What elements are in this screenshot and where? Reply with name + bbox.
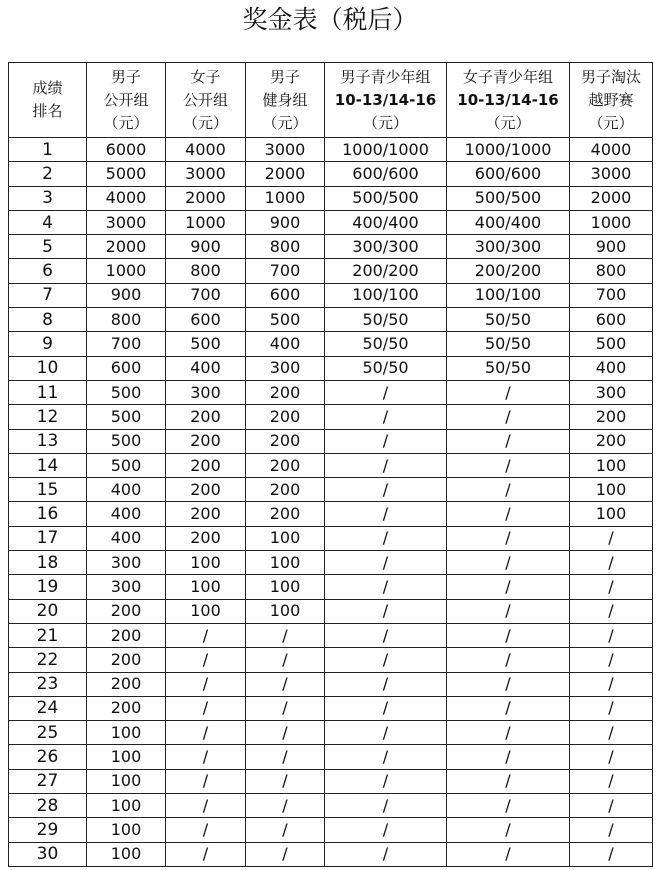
men-elimination-cell: 700 <box>570 283 653 307</box>
men-open-cell: 5000 <box>87 162 166 186</box>
girls-youth-cell: / <box>447 696 570 720</box>
header-line: （元） <box>588 113 634 132</box>
men-fitness-cell: 200 <box>246 453 325 477</box>
rank-cell: 17 <box>9 526 87 550</box>
men-elimination-cell: / <box>570 769 653 793</box>
table-row <box>9 235 653 259</box>
table-row <box>9 672 653 696</box>
men-elimination-cell: 300 <box>570 380 653 404</box>
men-open-cell: 400 <box>87 526 166 550</box>
men-fitness-cell: 500 <box>246 308 325 332</box>
women-open-cell: 600 <box>166 308 246 332</box>
women-open-cell: 200 <box>166 478 246 502</box>
men-open-cell: 900 <box>87 283 166 307</box>
boys-youth-cell: / <box>325 526 447 550</box>
men-fitness-cell: 100 <box>246 599 325 623</box>
men-elimination-cell: / <box>570 599 653 623</box>
men-elimination-cell: 200 <box>570 405 653 429</box>
table-row <box>9 453 653 477</box>
men-open-cell: 500 <box>87 429 166 453</box>
boys-youth-cell: / <box>325 405 447 429</box>
men-open-cell: 800 <box>87 308 166 332</box>
women-open-cell: 4000 <box>166 138 246 162</box>
women-open-cell: 300 <box>166 380 246 404</box>
prize-table <box>8 62 653 867</box>
table-row <box>9 526 653 550</box>
men-fitness-cell: / <box>246 648 325 672</box>
men-fitness-cell: 3000 <box>246 138 325 162</box>
women-open-cell: / <box>166 672 246 696</box>
table-row <box>9 721 653 745</box>
men-elimination-cell: / <box>570 575 653 599</box>
header-line: 女子青少年组 <box>462 67 553 86</box>
girls-youth-cell: 500/500 <box>447 186 570 210</box>
girls-youth-cell: 100/100 <box>447 283 570 307</box>
header-line: （元） <box>362 113 408 132</box>
men-open-cell: 700 <box>87 332 166 356</box>
men-open-cell: 400 <box>87 478 166 502</box>
men-fitness-cell: / <box>246 769 325 793</box>
girls-youth-cell: / <box>447 405 570 429</box>
men-elimination-cell: 100 <box>570 453 653 477</box>
table-row <box>9 138 653 162</box>
table-row <box>9 502 653 526</box>
men-open-cell: 6000 <box>87 138 166 162</box>
men-fitness-cell: 900 <box>246 210 325 234</box>
men-fitness-cell: / <box>246 696 325 720</box>
girls-youth-cell: 300/300 <box>447 235 570 259</box>
header-line: 男子 <box>269 67 300 86</box>
men-elimination-cell: 200 <box>570 429 653 453</box>
women-open-cell: / <box>166 842 246 866</box>
table-row <box>9 842 653 866</box>
men-fitness-cell: 200 <box>246 429 325 453</box>
men-open-cell: 2000 <box>87 235 166 259</box>
boys-youth-cell: / <box>325 696 447 720</box>
women-open-cell: 100 <box>166 551 246 575</box>
rank-cell: 6 <box>9 259 87 283</box>
men-elimination-cell: 600 <box>570 308 653 332</box>
men-elimination-cell: 500 <box>570 332 653 356</box>
boys-youth-cell: / <box>325 794 447 818</box>
rank-cell: 25 <box>9 721 87 745</box>
men-fitness-cell: 100 <box>246 551 325 575</box>
men-elimination-cell: / <box>570 648 653 672</box>
table-row <box>9 308 653 332</box>
men-fitness-cell: 600 <box>246 283 325 307</box>
rank-cell: 10 <box>9 356 87 380</box>
men-fitness-cell: / <box>246 818 325 842</box>
prize-table-body <box>9 138 653 867</box>
girls-youth-cell: / <box>447 453 570 477</box>
table-row <box>9 818 653 842</box>
document-title: 奖金表（税后） <box>242 5 418 34</box>
table-row <box>9 648 653 672</box>
men-open-cell: 100 <box>87 818 166 842</box>
boys-youth-cell: 300/300 <box>325 235 447 259</box>
boys-youth-cell: 600/600 <box>325 162 447 186</box>
men-elimination-cell: / <box>570 623 653 647</box>
table-row <box>9 745 653 769</box>
women-open-cell: 2000 <box>166 186 246 210</box>
rank-cell: 24 <box>9 696 87 720</box>
men-elimination-cell: 100 <box>570 478 653 502</box>
header-line: （元） <box>182 113 228 132</box>
men-fitness-cell: 200 <box>246 478 325 502</box>
women-open-cell: 900 <box>166 235 246 259</box>
men-elimination-cell: / <box>570 794 653 818</box>
rank-cell: 22 <box>9 648 87 672</box>
men-open-cell: 4000 <box>87 186 166 210</box>
men-open-cell: 200 <box>87 672 166 696</box>
men-open-cell: 100 <box>87 769 166 793</box>
header-line: 越野赛 <box>588 90 634 109</box>
table-row <box>9 380 653 404</box>
men-elimination-cell: 2000 <box>570 186 653 210</box>
men-elimination-cell: / <box>570 745 653 769</box>
header-line: （元） <box>103 113 149 132</box>
boys-youth-cell: 1000/1000 <box>325 138 447 162</box>
rank-cell: 16 <box>9 502 87 526</box>
men-fitness-cell: 100 <box>246 575 325 599</box>
girls-youth-cell: / <box>447 623 570 647</box>
men-elimination-cell: 900 <box>570 235 653 259</box>
men-elimination-cell: / <box>570 842 653 866</box>
table-row <box>9 623 653 647</box>
women-open-cell: 400 <box>166 356 246 380</box>
men-fitness-cell: 200 <box>246 405 325 429</box>
men-open-cell: 600 <box>87 356 166 380</box>
men-elimination-cell: / <box>570 526 653 550</box>
women-open-cell: 500 <box>166 332 246 356</box>
boys-youth-cell: / <box>325 842 447 866</box>
header-line: 男子青少年组 <box>340 67 431 86</box>
table-row <box>9 162 653 186</box>
men-fitness-cell: / <box>246 672 325 696</box>
boys-youth-cell: 50/50 <box>325 356 447 380</box>
women-open-cell: 200 <box>166 453 246 477</box>
boys-youth-cell: / <box>325 599 447 623</box>
women-open-cell: 200 <box>166 429 246 453</box>
rank-cell: 9 <box>9 332 87 356</box>
rank-cell: 26 <box>9 745 87 769</box>
table-row <box>9 769 653 793</box>
men-open-cell: 400 <box>87 502 166 526</box>
table-row <box>9 478 653 502</box>
men-open-cell: 500 <box>87 380 166 404</box>
boys-youth-cell: / <box>325 648 447 672</box>
girls-youth-cell: / <box>447 575 570 599</box>
girls-youth-cell: / <box>447 551 570 575</box>
men-elimination-cell: / <box>570 818 653 842</box>
header-line: 10-13/14-16 <box>457 90 559 109</box>
table-row <box>9 356 653 380</box>
boys-youth-cell: / <box>325 380 447 404</box>
header-women-open <box>166 63 246 138</box>
men-fitness-cell: 400 <box>246 332 325 356</box>
men-fitness-cell: / <box>246 794 325 818</box>
men-fitness-cell: / <box>246 745 325 769</box>
boys-youth-cell: 50/50 <box>325 332 447 356</box>
girls-youth-cell: / <box>447 818 570 842</box>
women-open-cell: 200 <box>166 526 246 550</box>
header-line: （元） <box>485 113 531 132</box>
men-open-cell: 200 <box>87 599 166 623</box>
rank-cell: 21 <box>9 623 87 647</box>
women-open-cell: 1000 <box>166 210 246 234</box>
rank-cell: 30 <box>9 842 87 866</box>
header-rank <box>9 63 87 138</box>
header-men-elimination <box>570 63 653 138</box>
girls-youth-cell: / <box>447 794 570 818</box>
header-girls-youth <box>447 63 570 138</box>
women-open-cell: / <box>166 769 246 793</box>
rank-cell: 12 <box>9 405 87 429</box>
boys-youth-cell: / <box>325 453 447 477</box>
men-elimination-cell: 4000 <box>570 138 653 162</box>
boys-youth-cell: / <box>325 623 447 647</box>
girls-youth-cell: / <box>447 745 570 769</box>
men-open-cell: 1000 <box>87 259 166 283</box>
men-open-cell: 100 <box>87 842 166 866</box>
table-row <box>9 332 653 356</box>
rank-cell: 19 <box>9 575 87 599</box>
header-line: 排名 <box>32 102 63 120</box>
women-open-cell: 200 <box>166 405 246 429</box>
girls-youth-cell: / <box>447 769 570 793</box>
men-elimination-cell: 800 <box>570 259 653 283</box>
rank-cell: 20 <box>9 599 87 623</box>
girls-youth-cell: / <box>447 599 570 623</box>
men-elimination-cell: 400 <box>570 356 653 380</box>
men-fitness-cell: 200 <box>246 502 325 526</box>
men-fitness-cell: 1000 <box>246 186 325 210</box>
rank-cell: 3 <box>9 186 87 210</box>
girls-youth-cell: / <box>447 380 570 404</box>
header-line: 公开组 <box>103 90 149 109</box>
men-fitness-cell: / <box>246 842 325 866</box>
men-open-cell: 100 <box>87 794 166 818</box>
men-fitness-cell: 200 <box>246 380 325 404</box>
men-open-cell: 500 <box>87 405 166 429</box>
header-line: （元） <box>262 113 308 132</box>
boys-youth-cell: / <box>325 818 447 842</box>
rank-cell: 28 <box>9 794 87 818</box>
girls-youth-cell: 50/50 <box>447 332 570 356</box>
rank-cell: 23 <box>9 672 87 696</box>
header-line: 健身组 <box>262 90 308 109</box>
men-fitness-cell: 100 <box>246 526 325 550</box>
girls-youth-cell: 600/600 <box>447 162 570 186</box>
women-open-cell: 800 <box>166 259 246 283</box>
rank-cell: 1 <box>9 138 87 162</box>
rank-cell: 27 <box>9 769 87 793</box>
women-open-cell: / <box>166 818 246 842</box>
rank-cell: 8 <box>9 308 87 332</box>
table-row <box>9 186 653 210</box>
girls-youth-cell: / <box>447 478 570 502</box>
boys-youth-cell: / <box>325 745 447 769</box>
rank-cell: 13 <box>9 429 87 453</box>
girls-youth-cell: / <box>447 648 570 672</box>
men-open-cell: 200 <box>87 623 166 647</box>
table-row <box>9 696 653 720</box>
header-row <box>9 63 653 138</box>
girls-youth-cell: / <box>447 429 570 453</box>
girls-youth-cell: / <box>447 672 570 696</box>
header-boys-youth <box>325 63 447 138</box>
table-row <box>9 405 653 429</box>
table-row <box>9 599 653 623</box>
women-open-cell: / <box>166 794 246 818</box>
header-men-open <box>87 63 166 138</box>
rank-cell: 15 <box>9 478 87 502</box>
girls-youth-cell: 50/50 <box>447 308 570 332</box>
women-open-cell: 100 <box>166 575 246 599</box>
rank-cell: 11 <box>9 380 87 404</box>
men-elimination-cell: 1000 <box>570 210 653 234</box>
men-open-cell: 200 <box>87 696 166 720</box>
rank-cell: 5 <box>9 235 87 259</box>
rank-cell: 2 <box>9 162 87 186</box>
rank-cell: 4 <box>9 210 87 234</box>
girls-youth-cell: 200/200 <box>447 259 570 283</box>
women-open-cell: / <box>166 623 246 647</box>
men-fitness-cell: 2000 <box>246 162 325 186</box>
rank-cell: 29 <box>9 818 87 842</box>
girls-youth-cell: 1000/1000 <box>447 138 570 162</box>
men-elimination-cell: / <box>570 672 653 696</box>
header-line: 女子 <box>190 67 221 86</box>
girls-youth-cell: 400/400 <box>447 210 570 234</box>
rank-cell: 14 <box>9 453 87 477</box>
boys-youth-cell: / <box>325 502 447 526</box>
table-row <box>9 429 653 453</box>
girls-youth-cell: / <box>447 502 570 526</box>
men-open-cell: 200 <box>87 648 166 672</box>
boys-youth-cell: 100/100 <box>325 283 447 307</box>
boys-youth-cell: 400/400 <box>325 210 447 234</box>
women-open-cell: 100 <box>166 599 246 623</box>
boys-youth-cell: / <box>325 429 447 453</box>
header-men-fitness <box>246 63 325 138</box>
men-fitness-cell: 700 <box>246 259 325 283</box>
table-row <box>9 259 653 283</box>
boys-youth-cell: / <box>325 478 447 502</box>
header-line: 公开组 <box>182 90 228 109</box>
men-fitness-cell: 800 <box>246 235 325 259</box>
table-row <box>9 575 653 599</box>
boys-youth-cell: / <box>325 575 447 599</box>
rank-cell: 7 <box>9 283 87 307</box>
header-line: 男子 <box>110 67 141 86</box>
men-open-cell: 3000 <box>87 210 166 234</box>
men-fitness-cell: / <box>246 623 325 647</box>
girls-youth-cell: 50/50 <box>447 356 570 380</box>
girls-youth-cell: / <box>447 526 570 550</box>
boys-youth-cell: / <box>325 721 447 745</box>
men-fitness-cell: / <box>246 721 325 745</box>
women-open-cell: / <box>166 696 246 720</box>
girls-youth-cell: / <box>447 842 570 866</box>
rank-cell: 18 <box>9 551 87 575</box>
header-line: 男子淘汰 <box>580 67 641 86</box>
women-open-cell: 3000 <box>166 162 246 186</box>
men-elimination-cell: 100 <box>570 502 653 526</box>
table-row <box>9 794 653 818</box>
men-elimination-cell: 3000 <box>570 162 653 186</box>
boys-youth-cell: / <box>325 769 447 793</box>
men-elimination-cell: / <box>570 696 653 720</box>
men-open-cell: 100 <box>87 745 166 769</box>
men-open-cell: 100 <box>87 721 166 745</box>
men-elimination-cell: / <box>570 551 653 575</box>
men-open-cell: 300 <box>87 575 166 599</box>
women-open-cell: / <box>166 648 246 672</box>
boys-youth-cell: 200/200 <box>325 259 447 283</box>
header-line: 成绩 <box>32 79 63 97</box>
women-open-cell: / <box>166 721 246 745</box>
table-row <box>9 551 653 575</box>
table-row <box>9 283 653 307</box>
girls-youth-cell: / <box>447 721 570 745</box>
men-open-cell: 300 <box>87 551 166 575</box>
header-line: 10-13/14-16 <box>334 90 437 109</box>
women-open-cell: 200 <box>166 502 246 526</box>
boys-youth-cell: 500/500 <box>325 186 447 210</box>
women-open-cell: / <box>166 745 246 769</box>
boys-youth-cell: / <box>325 672 447 696</box>
boys-youth-cell: / <box>325 551 447 575</box>
women-open-cell: 700 <box>166 283 246 307</box>
men-elimination-cell: / <box>570 721 653 745</box>
men-open-cell: 500 <box>87 453 166 477</box>
men-fitness-cell: 300 <box>246 356 325 380</box>
table-row <box>9 210 653 234</box>
boys-youth-cell: 50/50 <box>325 308 447 332</box>
